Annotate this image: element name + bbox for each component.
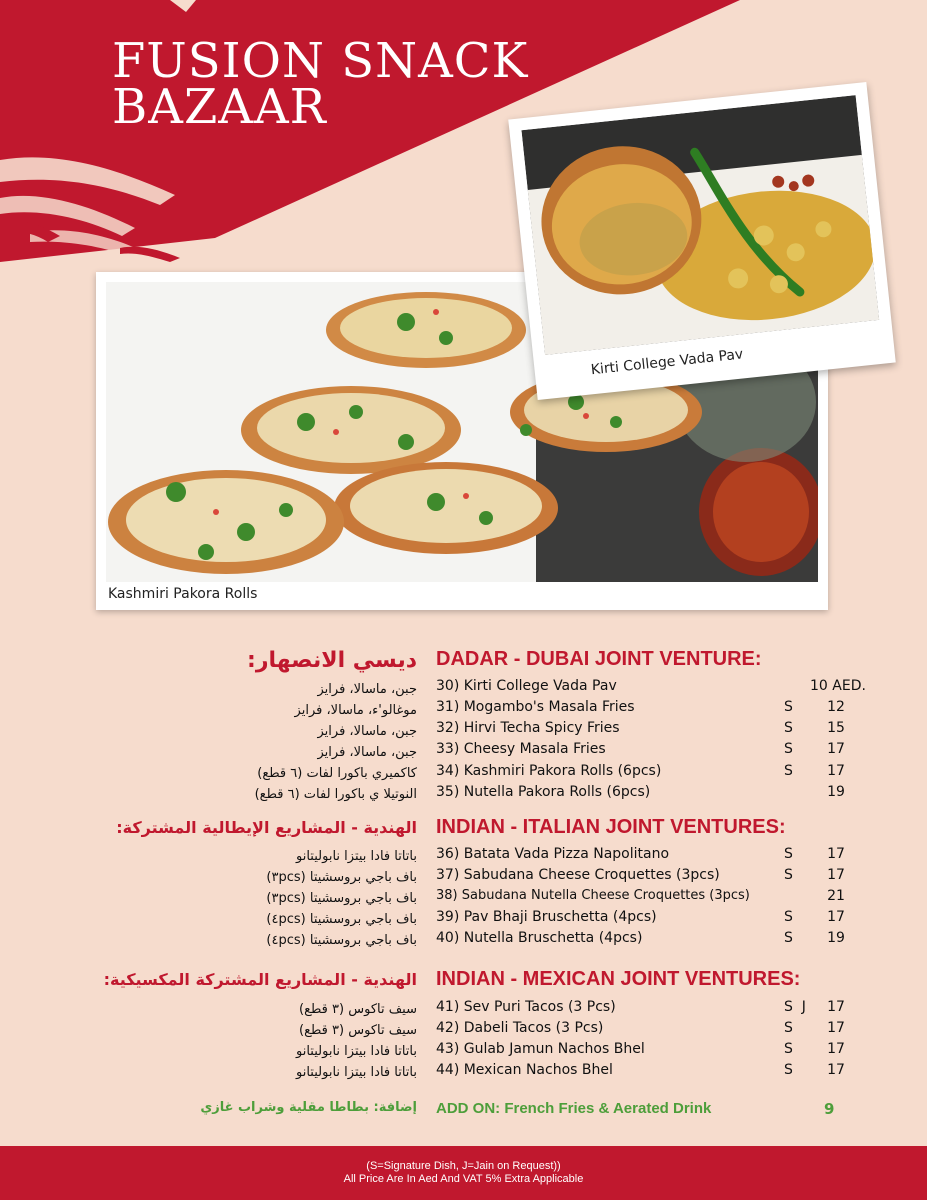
menu-item xyxy=(436,888,856,909)
footer-legend: (S=Signature Dish, J=Jain on Request)) xyxy=(366,1160,561,1172)
arabic-menu-line: سيف تاكوس (٣ قطع) xyxy=(299,1002,417,1017)
menu-item-price: 12 xyxy=(827,699,845,715)
menu-item-price: 17 xyxy=(827,1062,845,1078)
menu-item-price: 17 xyxy=(827,846,845,862)
menu-item-name: 44) Mexican Nachos Bhel xyxy=(436,1062,613,1078)
arabic-menu-line: جبن، ماسالا، فرايز xyxy=(317,682,417,697)
footer-vat-note: All Price Are In Aed And VAT 5% Extra Applicable xyxy=(343,1173,584,1185)
section-title-indian-mexican: INDIAN - MEXICAN JOINT VENTURES: xyxy=(436,968,801,990)
arabic-menu-line: باف باجي بروسشيتا (٣pcs) xyxy=(266,870,417,885)
menu-item-price: 15 xyxy=(827,720,845,736)
menu-item xyxy=(436,699,856,720)
menu-item-price: 17 xyxy=(827,867,845,883)
menu-item xyxy=(436,784,856,805)
menu-item-name: 39) Pav Bhaji Bruschetta (4pcs) xyxy=(436,909,657,925)
menu-item-tag: S xyxy=(784,930,793,946)
small-photo-caption: Kirti College Vada Pav xyxy=(590,346,744,379)
menu-item-price: 17 xyxy=(827,763,845,779)
arabic-menu-line: باف باجي بروسشيتا (٣pcs) xyxy=(266,891,417,906)
menu-item-price: 17 xyxy=(827,1041,845,1057)
menu-item-name: 34) Kashmiri Pakora Rolls (6pcs) xyxy=(436,763,662,779)
menu-item xyxy=(436,741,856,762)
menu-item-name: 41) Sev Puri Tacos (3 Pcs) xyxy=(436,999,616,1015)
menu-item xyxy=(436,867,856,888)
arabic-menu-line: باتاتا فادا بيتزا نابوليتانو xyxy=(296,1065,417,1080)
arabic-section-title-indian-italian: الهندية - المشاريع الإيطالية المشتركة: xyxy=(116,818,417,837)
menu-item xyxy=(436,909,856,930)
page-title-line1: FUSION SNACK xyxy=(112,33,529,89)
menu-item xyxy=(436,1020,856,1041)
section-title-indian-italian: INDIAN - ITALIAN JOINT VENTURES: xyxy=(436,816,786,838)
vada-pav-image xyxy=(521,95,879,355)
vada-pav-photo xyxy=(508,82,896,400)
menu-item-tag: S xyxy=(784,867,793,883)
arabic-section-title-desi-fusion: ديسي الانصهار: xyxy=(247,648,417,673)
menu-item-tag: S xyxy=(784,741,793,757)
main-photo-caption: Kashmiri Pakora Rolls xyxy=(108,586,258,602)
menu-item-name: 43) Gulab Jamun Nachos Bhel xyxy=(436,1041,645,1057)
arabic-menu-line: النوتيلا ي باكورا لفات (٦ قطع) xyxy=(254,787,417,802)
menu-item-name: 38) Sabudana Nutella Cheese Croquettes (3pcs) xyxy=(436,888,750,903)
menu-item-price: 19 xyxy=(827,930,845,946)
menu-item xyxy=(436,930,856,951)
arabic-menu-line: باتاتا فادا بيتزا نابوليتانو xyxy=(296,849,417,864)
menu-item xyxy=(436,720,856,741)
section-title-dadar-dubai: DADAR - DUBAI JOINT VENTURE: xyxy=(436,648,762,670)
arabic-menu-line: باف باجي بروسشيتا (٤pcs) xyxy=(266,912,417,927)
menu-item xyxy=(436,678,866,699)
menu-item-name: 42) Dabeli Tacos (3 Pcs) xyxy=(436,1020,604,1036)
addon-arabic-label: إضافة: بطاطا مقلية وشراب غازي xyxy=(200,1100,417,1115)
menu-item-tag: S xyxy=(784,763,793,779)
arabic-menu-line: باف باجي بروسشيتا (٤pcs) xyxy=(266,933,417,948)
menu-item-name: 32) Hirvi Techa Spicy Fries xyxy=(436,720,620,736)
menu-item xyxy=(436,1041,856,1062)
arabic-menu-line: جبن، ماسالا، فرايز xyxy=(317,724,417,739)
menu-item xyxy=(436,763,856,784)
menu-item-name: 31) Mogambo's Masala Fries xyxy=(436,699,635,715)
menu-item xyxy=(436,846,856,867)
menu-item-tag: S xyxy=(784,846,793,862)
addon-label: ADD ON: French Fries & Aerated Drink xyxy=(436,1100,712,1117)
page-title-line2: BAZAAR xyxy=(112,79,327,135)
menu-item-price: 21 xyxy=(827,888,845,904)
menu-item-tag: S xyxy=(784,1041,793,1057)
menu-item-tag: S xyxy=(784,699,793,715)
arabic-menu-line: موغالو'ء، ماسالا، فرايز xyxy=(294,703,417,718)
menu-item-tag: S J xyxy=(784,999,806,1015)
menu-item-name: 37) Sabudana Cheese Croquettes (3pcs) xyxy=(436,867,720,883)
menu-item-tag: S xyxy=(784,909,793,925)
menu-item-name: 36) Batata Vada Pizza Napolitano xyxy=(436,846,670,862)
menu-item xyxy=(436,1062,856,1083)
menu-item-name: 40) Nutella Bruschetta (4pcs) xyxy=(436,930,643,946)
addon-price: 9 xyxy=(824,1100,835,1118)
arabic-menu-line: باتاتا فادا بيتزا نابوليتانو xyxy=(296,1044,417,1059)
menu-item-name: 33) Cheesy Masala Fries xyxy=(436,741,606,757)
arabic-menu-line: جبن، ماسالا، فرايز xyxy=(317,745,417,760)
menu-item-name: 30) Kirti College Vada Pav xyxy=(436,678,617,694)
footer xyxy=(0,1146,927,1200)
menu-item-price: 19 xyxy=(827,784,845,800)
menu-item-price: 17 xyxy=(827,909,845,925)
menu-item-price: 17 xyxy=(827,741,845,757)
menu-item-tag: S xyxy=(784,1020,793,1036)
menu-item-tag: S xyxy=(784,720,793,736)
arabic-section-title-indian-mexican: الهندية - المشاريع المشتركة المكسيكية: xyxy=(103,970,417,989)
menu-item-name: 35) Nutella Pakora Rolls (6pcs) xyxy=(436,784,651,800)
menu-item-price: 17 xyxy=(827,1020,845,1036)
arabic-menu-line: كاكميري باكورا لفات (٦ قطع) xyxy=(257,766,417,781)
menu-item xyxy=(436,999,856,1020)
page-title xyxy=(112,33,529,135)
menu-item-tag: S xyxy=(784,1062,793,1078)
arabic-menu-line: سيف تاكوس (٣ قطع) xyxy=(299,1023,417,1038)
menu-item-price: 10 AED. xyxy=(810,678,866,694)
menu-item-price: 17 xyxy=(827,999,845,1015)
